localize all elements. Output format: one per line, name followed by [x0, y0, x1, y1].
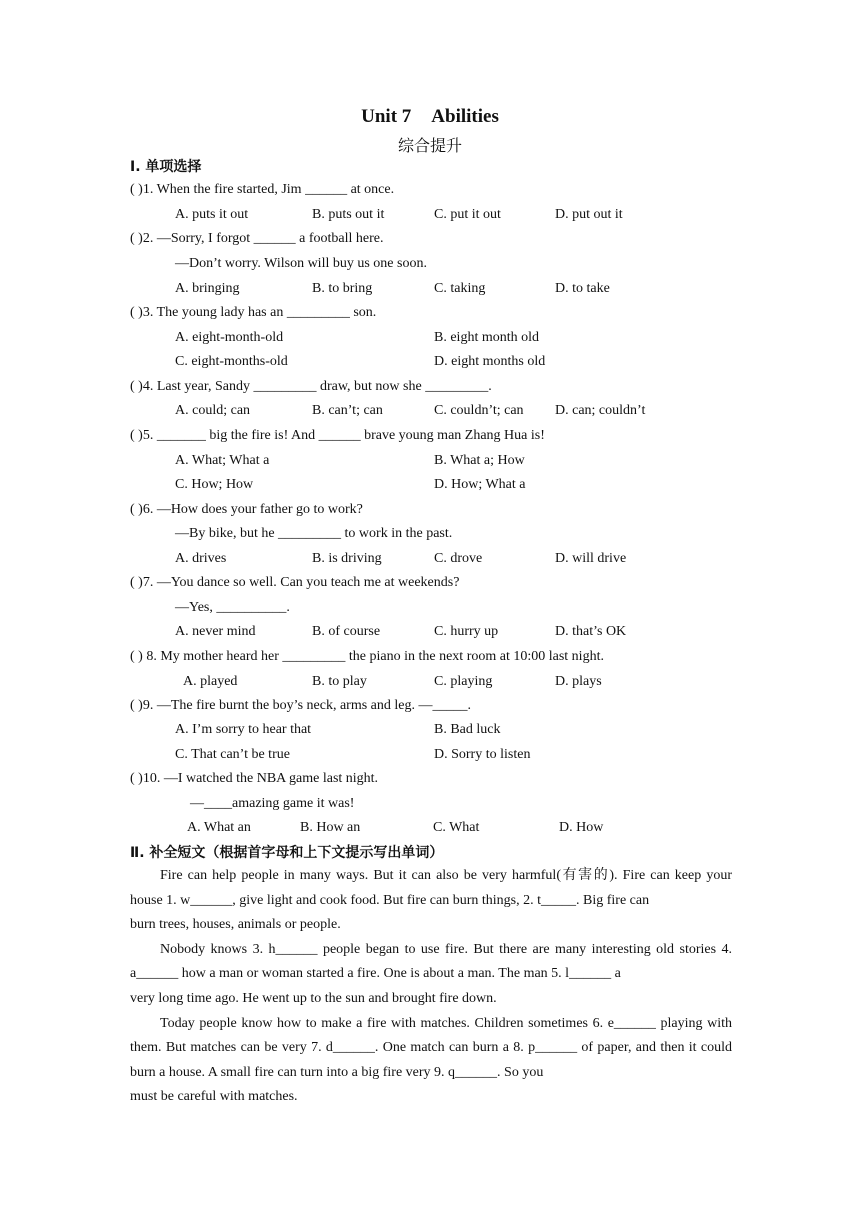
- question-1-stem: ( )1. When the fire started, Jim ______ at once.: [130, 182, 395, 197]
- question-3-option-a: A. eight-month-old: [175, 330, 284, 345]
- question-5-stem: ( )5. _______ big the fire is! And ______ brave young man Zhang Hua is!: [130, 428, 545, 443]
- question-8-option-a: A. played: [183, 674, 238, 689]
- paragraph-3-end: must be careful with matches.: [130, 1089, 298, 1105]
- question-6-stem: ( )6. —How does your father go to work?: [130, 502, 363, 517]
- question-4-stem: ( )4. Last year, Sandy _________ draw, but now she _________.: [130, 379, 492, 394]
- question-9-option-a: A. I’m sorry to hear that: [175, 722, 312, 737]
- question-10-option-c: C. What: [433, 820, 480, 835]
- question-8-option-c: C. playing: [434, 674, 493, 689]
- question-5-option-d: D. How; What a: [434, 477, 526, 492]
- question-8-stem: ( ) 8. My mother heard her _________ the piano in the next room at 10:00 last night.: [130, 649, 604, 664]
- question-9-option-c: C. That can’t be true: [175, 747, 290, 762]
- question-10-option-a: A. What an: [187, 820, 251, 835]
- question-6-option-a: A. drives: [175, 551, 227, 566]
- question-1-option-d: D. put out it: [555, 207, 623, 222]
- question-1-option-a: A. puts it out: [175, 207, 249, 222]
- question-4-option-a: A. could; can: [175, 403, 251, 418]
- question-7-stem: ( )7. —You dance so well. Can you teach me at weekends?: [130, 575, 460, 590]
- question-6-option-b: B. is driving: [312, 551, 382, 566]
- topic-label: Abilities: [431, 106, 499, 127]
- question-10-stem-reply: —____amazing game it was!: [190, 796, 355, 811]
- unit-label: Unit 7: [361, 106, 412, 127]
- question-2-option-c: C. taking: [434, 281, 486, 296]
- question-2-stem-reply: —Don’t worry. Wilson will buy us one soon.: [175, 256, 427, 271]
- paragraph-2-end: very long time ago. He went up to the sun and brought fire down.: [130, 990, 497, 1006]
- question-10-option-d: D. How: [559, 820, 604, 835]
- question-2-option-b: B. to bring: [312, 281, 373, 296]
- question-6-option-d: D. will drive: [555, 551, 627, 566]
- question-9-option-d: D. Sorry to listen: [434, 747, 531, 762]
- question-3-option-b: B. eight month old: [434, 330, 539, 345]
- question-2-stem: ( )2. —Sorry, I forgot ______ a football here.: [130, 231, 384, 246]
- question-1-option-b: B. puts out it: [312, 207, 385, 222]
- question-2-option-d: D. to take: [555, 281, 610, 296]
- paragraph-2: Nobody knows 3. h______ people began to use fire. But there are many interesting old stories 4. a______ how a man or woman started a fire. One is about a man. The man 5. l______ a: [130, 941, 732, 982]
- question-5-option-b: B. What a; How: [434, 453, 525, 468]
- question-3-option-c: C. eight-months-old: [175, 354, 288, 369]
- question-9-option-b: B. Bad luck: [434, 722, 501, 737]
- question-2-option-a: A. bringing: [175, 281, 240, 296]
- question-8-option-b: B. to play: [312, 674, 367, 689]
- question-7-option-d: D. that’s OK: [555, 624, 627, 639]
- question-10-stem: ( )10. —I watched the NBA game last night.: [130, 771, 379, 786]
- question-3-option-d: D. eight months old: [434, 354, 546, 369]
- question-7-option-b: B. of course: [312, 624, 381, 639]
- question-3-stem: ( )3. The young lady has an _________ son.: [130, 305, 377, 320]
- question-7-option-c: C. hurry up: [434, 624, 499, 639]
- question-7-option-a: A. never mind: [175, 624, 256, 639]
- question-6-stem-reply: —By bike, but he _________ to work in the past.: [175, 526, 453, 541]
- paragraph-1: Fire can help people in many ways. But it can also be very harmful(有害的). Fire can keep your house 1. w______, give light and cook food. But fire can burn things, 2. t_____. Big fire can: [130, 868, 732, 908]
- paragraph-1-end: burn trees, houses, animals or people.: [130, 917, 341, 933]
- question-1-option-c: C. put it out: [434, 207, 501, 222]
- section-1-heading: Ⅰ. 单项选择: [130, 159, 202, 175]
- page-subtitle: 综合提升: [397, 136, 462, 155]
- cloze-passage: [130, 864, 732, 1110]
- page-title: [0, 106, 860, 128]
- question-6-option-c: C. drove: [434, 551, 483, 566]
- section-2-heading: Ⅱ. 补全短文（根据首字母和上下文提示写出单词）: [130, 845, 444, 861]
- paragraph-3: Today people know how to make a fire with matches. Children sometimes 6. e______ playing with them. But matches can be very 7. d______. One match can burn a 8. p______ of paper, and then it could burn a house. A small fire can turn into a big fire very 9. q______. So you: [130, 1015, 732, 1080]
- question-8-option-d: D. plays: [555, 674, 602, 689]
- question-4-option-b: B. can’t; can: [312, 403, 383, 418]
- question-5-option-a: A. What; What a: [175, 453, 270, 468]
- question-4-option-c: C. couldn’t; can: [434, 403, 524, 418]
- question-10-option-b: B. How an: [300, 820, 361, 835]
- question-5-option-c: C. How; How: [175, 477, 254, 492]
- question-4-option-d: D. can; couldn’t: [555, 403, 646, 418]
- question-9-stem: ( )9. —The fire burnt the boy’s neck, arms and leg. —_____.: [130, 698, 471, 713]
- question-7-stem-reply: —Yes, __________.: [175, 600, 290, 615]
